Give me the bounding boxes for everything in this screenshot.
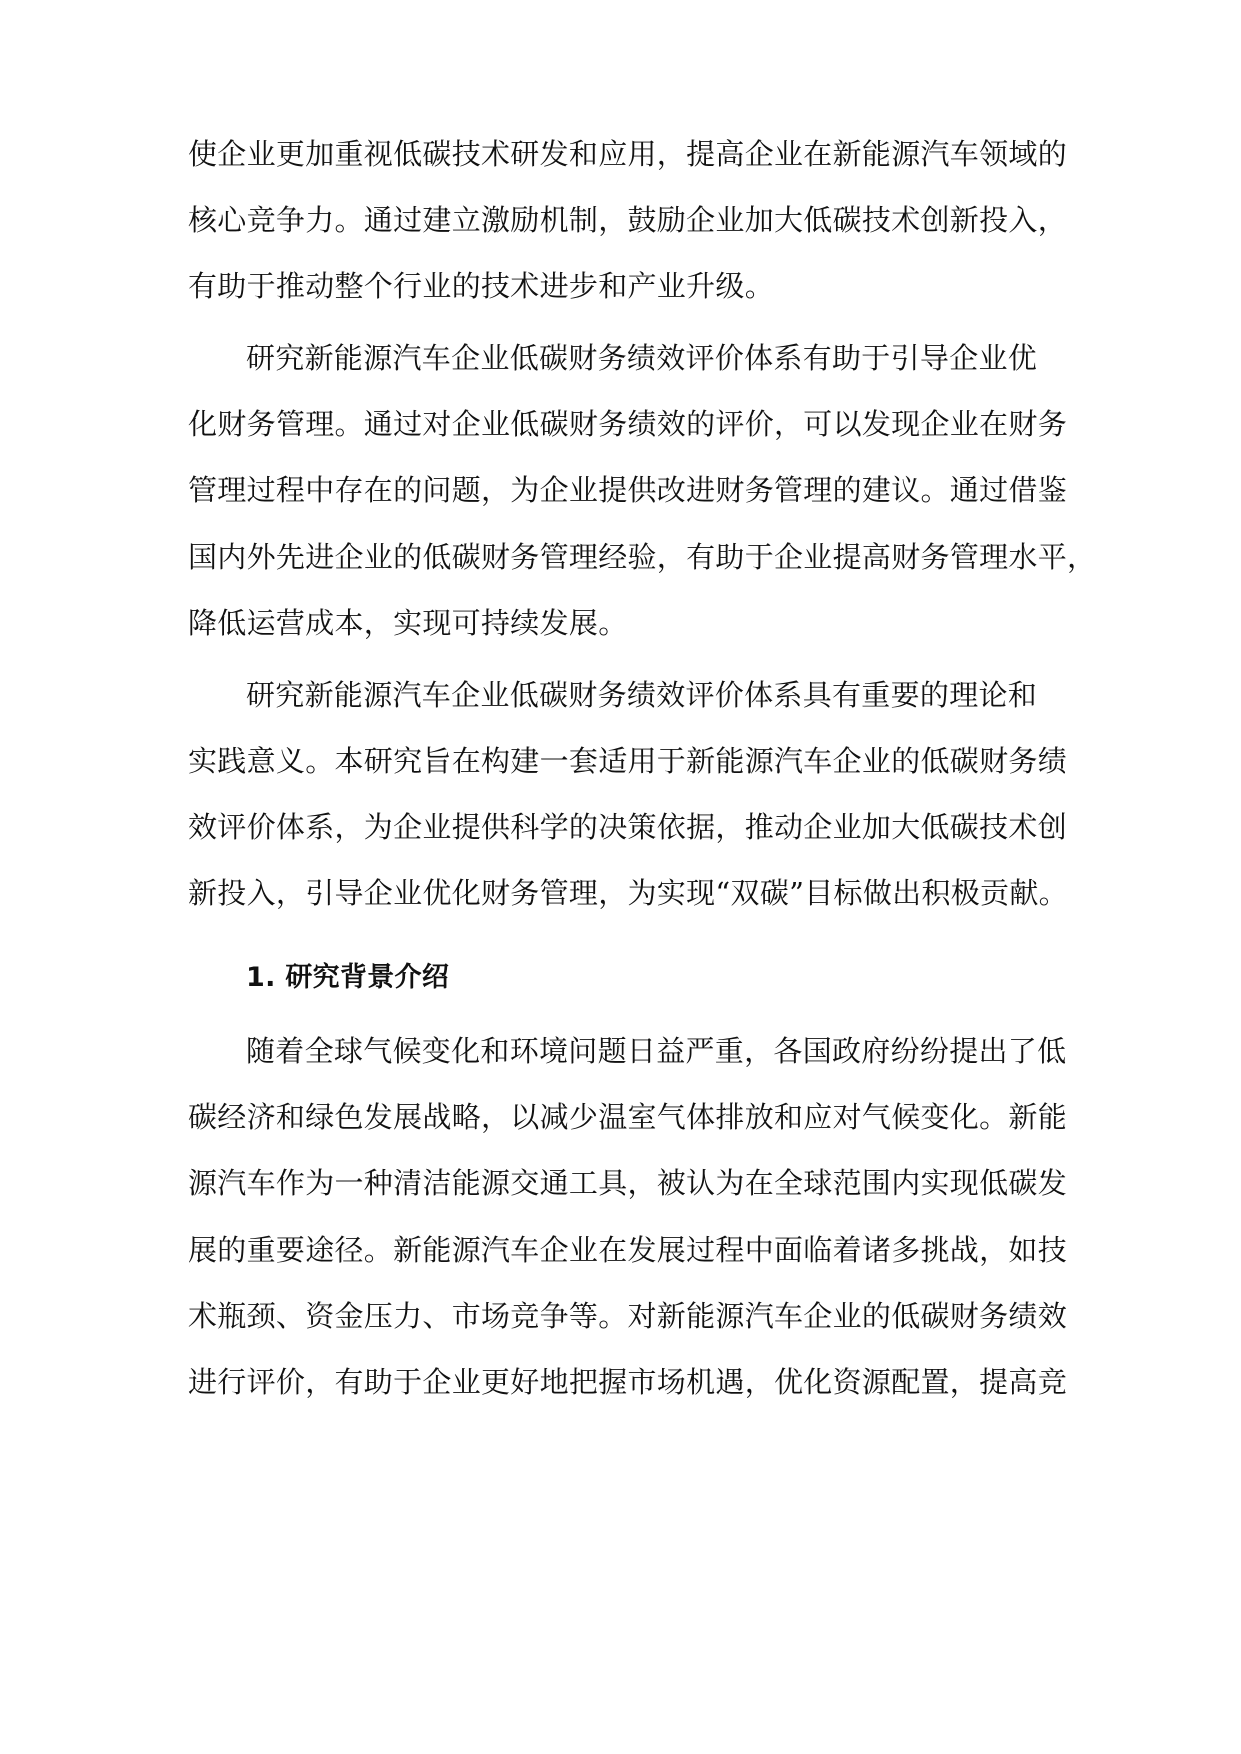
paragraph-3-line-1: 研究新能源汽车企业低碳财务绩效评价体系具有重要的理论和 [246,678,1038,712]
paragraph-1-line-3: 有助于推动整个行业的技术进步和产业升级。 [188,269,775,303]
paragraph-1-line-1: 使企业更加重视低碳技术研发和应用，提高企业在新能源汽车领域的 [188,137,1068,171]
section-heading: 1. 研究背景介绍 [246,962,450,993]
paragraph-3-line-3: 效评价体系，为企业提供科学的决策依据，推动企业加大低碳技术创 [188,810,1068,844]
paragraph-2-line-5: 降低运营成本，实现可持续发展。 [188,606,628,640]
paragraph-3-line-4: 新投入，引导企业优化财务管理，为实现“双碳”目标做出积极贡献。 [188,876,1068,910]
paragraph-4-line-6: 进行评价，有助于企业更好地把握市场机遇，优化资源配置，提高竞 [188,1365,1068,1399]
paragraph-2-line-3: 管理过程中存在的问题，为企业提供改进财务管理的建议。通过借鉴 [188,473,1068,507]
paragraph-1-line-2: 核心竞争力。通过建立激励机制，鼓励企业加大低碳技术创新投入， [188,203,1068,237]
paragraph-4-line-1: 随着全球气候变化和环境问题日益严重，各国政府纷纷提出了低 [246,1034,1067,1068]
paragraph-3-line-2: 实践意义。本研究旨在构建一套适用于新能源汽车企业的低碳财务绩 [188,744,1068,778]
paragraph-2-line-4: 国内外先进企业的低碳财务管理经验，有助于企业提高财务管理水平， [188,540,1097,574]
paragraph-4-line-5: 术瓶颈、资金压力、市场竞争等。对新能源汽车企业的低碳财务绩效 [188,1299,1068,1333]
paragraph-4-line-3: 源汽车作为一种清洁能源交通工具，被认为在全球范围内实现低碳发 [188,1166,1068,1200]
paragraph-2-line-2: 化财务管理。通过对企业低碳财务绩效的评价，可以发现企业在财务 [188,407,1068,441]
paragraph-2-line-1: 研究新能源汽车企业低碳财务绩效评价体系有助于引导企业优 [246,341,1038,375]
paragraph-4-line-2: 碳经济和绿色发展战略，以减少温室气体排放和应对气候变化。新能 [188,1100,1068,1134]
paragraph-4-line-4: 展的重要途径。新能源汽车企业在发展过程中面临着诸多挑战，如技 [188,1233,1068,1267]
